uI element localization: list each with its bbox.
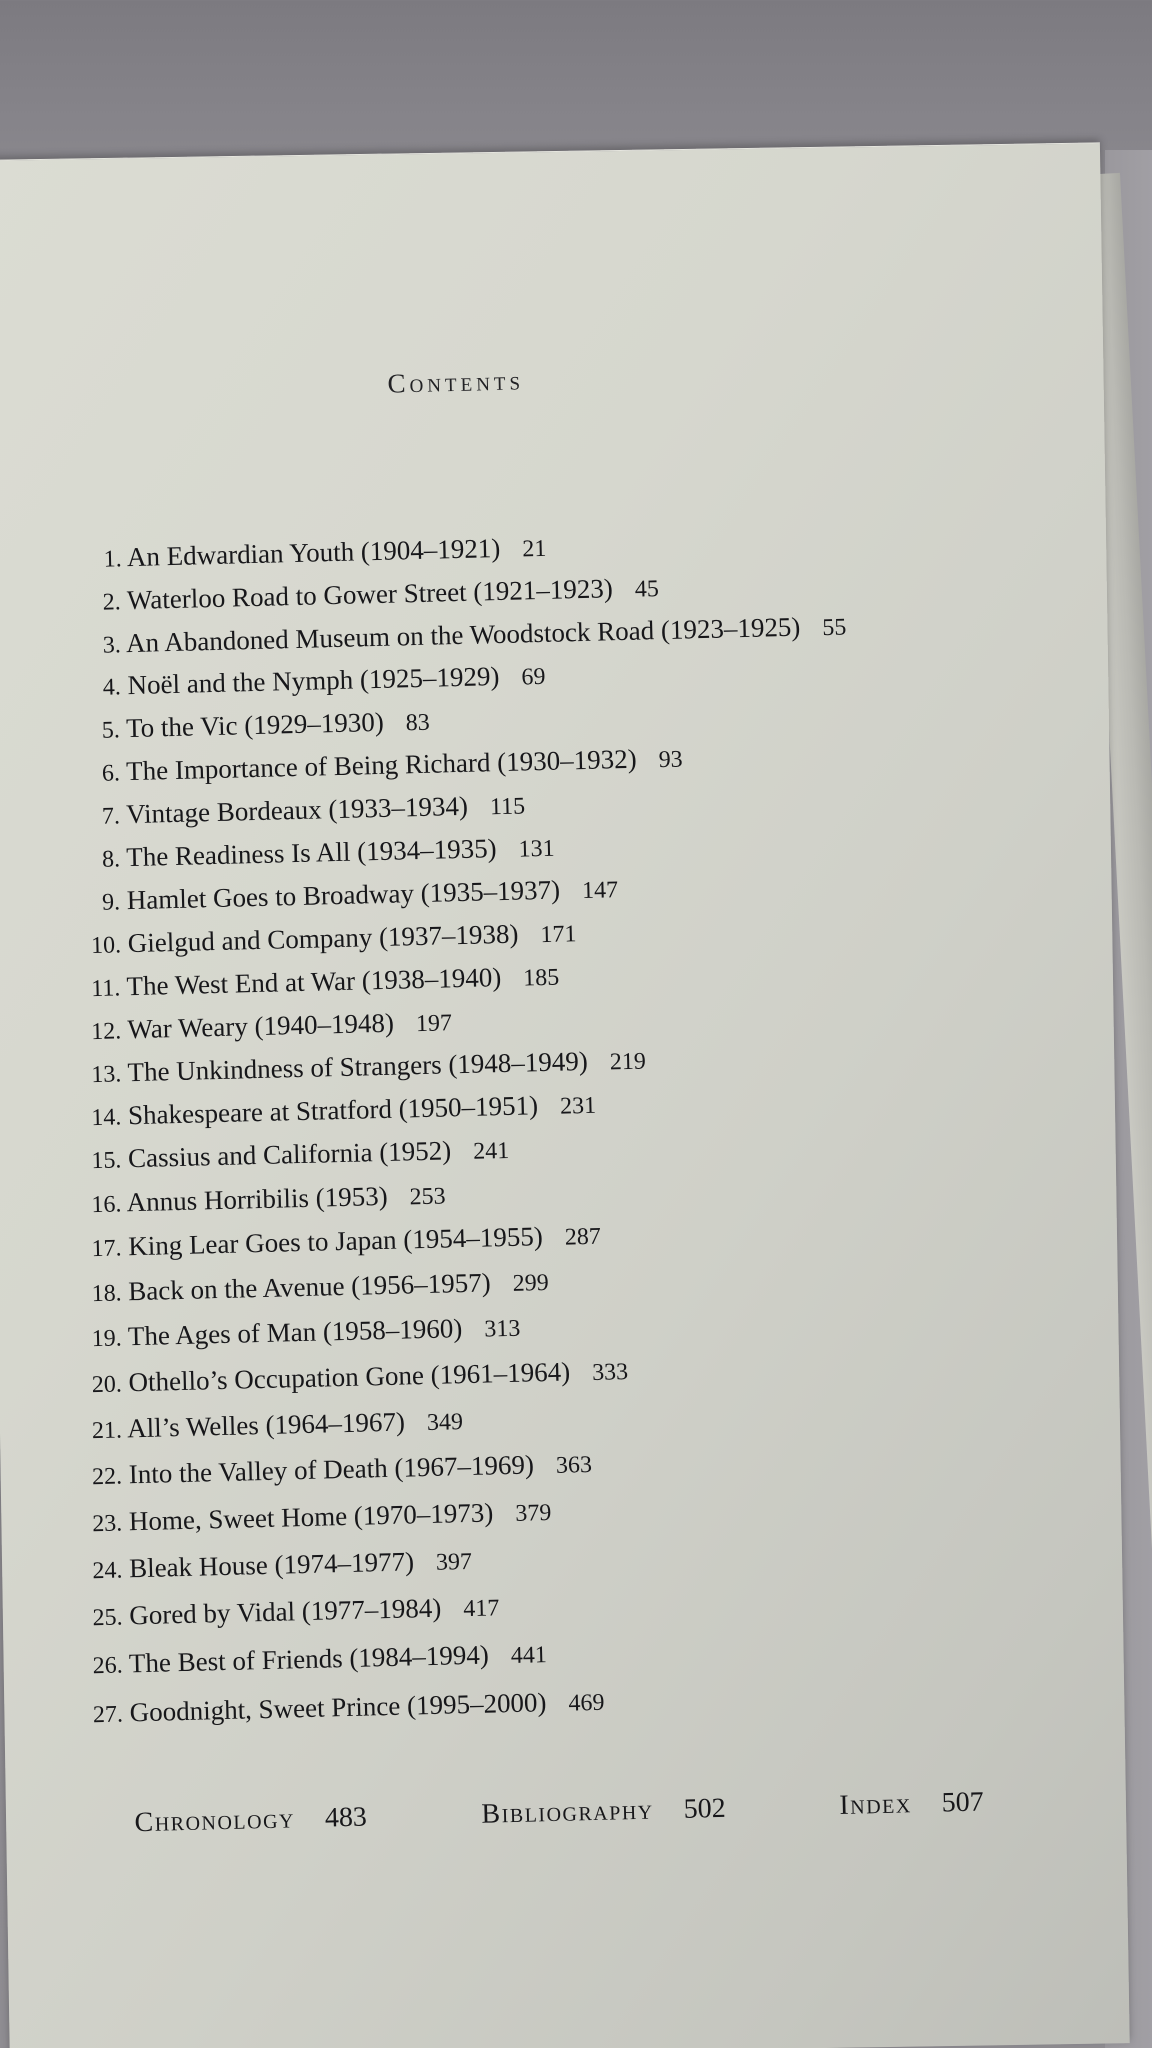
chapter-page: 147 <box>581 877 619 905</box>
back-matter-label: Bibliography <box>481 1794 655 1830</box>
chapter-number: 6. <box>101 760 121 787</box>
toc-entry-17 <box>91 1220 601 1263</box>
chapter-page: 55 <box>822 614 847 642</box>
chapter-page: 469 <box>568 1689 605 1717</box>
chapter-number: 25. <box>92 1604 123 1632</box>
chapter-page: 69 <box>521 663 546 691</box>
chapter-page: 397 <box>435 1548 473 1576</box>
toc-entry-27 <box>93 1686 605 1729</box>
toc-entry-3 <box>102 611 846 660</box>
toc-entry-2 <box>102 572 659 617</box>
toc-entry-23 <box>92 1496 552 1538</box>
toc-entry-6 <box>102 743 683 788</box>
chapter-number: 18. <box>91 1280 122 1308</box>
chapter-number: 17. <box>91 1235 122 1263</box>
toc-entry-9 <box>102 873 619 917</box>
toc-entry-5 <box>101 706 430 745</box>
chapter-title: War Weary (1940–1948) <box>127 1007 395 1045</box>
chapter-title: The Best of Friends (1984–1994) <box>128 1639 490 1679</box>
chapter-page: 241 <box>472 1137 510 1165</box>
chapter-page: 131 <box>518 835 555 863</box>
chapter-title: The Ages of Man (1958–1960) <box>127 1313 463 1352</box>
chapter-title: Bleak House (1974–1977) <box>128 1546 415 1584</box>
chapter-title: Into the Valley of Death (1967–1969) <box>128 1449 535 1490</box>
back-matter-label: Chronology <box>134 1803 296 1839</box>
toc-entry-20 <box>91 1355 628 1399</box>
chapter-number: 10. <box>90 932 122 960</box>
chapter-title: Gored by Vidal (1977–1984) <box>128 1592 442 1631</box>
toc-entry-1 <box>103 532 546 574</box>
chapter-page: 185 <box>522 964 560 992</box>
chapter-page: 299 <box>512 1269 549 1297</box>
chapter-title: Cassius and California (1952) <box>127 1135 452 1174</box>
chapter-title: The Unkindness of Strangers (1948–1949) <box>127 1045 589 1088</box>
chapter-number: 27. <box>92 1701 124 1729</box>
chapter-page: 379 <box>515 1499 552 1527</box>
toc-entry-11 <box>91 961 560 1003</box>
chapter-title: All’s Welles (1964–1967) <box>126 1406 406 1444</box>
chapter-number: 22. <box>91 1463 123 1491</box>
page-title: Contents <box>387 365 525 399</box>
chapter-page: 363 <box>555 1451 593 1479</box>
back-matter-page: 502 <box>683 1792 727 1825</box>
chapter-number: 1. <box>103 546 123 573</box>
chapter-number: 2. <box>102 589 122 616</box>
chapter-number: 16. <box>91 1191 122 1219</box>
chapter-number: 23. <box>91 1510 123 1538</box>
toc-entry-22 <box>92 1448 593 1491</box>
toc-entry-4 <box>102 660 545 702</box>
chapter-page: 253 <box>409 1183 446 1211</box>
toc-entry-19 <box>91 1312 520 1353</box>
chapter-title: Back on the Avenue (1956–1957) <box>127 1267 492 1307</box>
toc-entry-14 <box>91 1089 596 1132</box>
chapter-page: 93 <box>658 746 683 774</box>
chapter-number: 8. <box>101 846 121 873</box>
chapter-title: Gielgud and Company (1937–1938) <box>127 918 519 959</box>
toc-entry-13 <box>91 1045 646 1090</box>
chapter-page: 349 <box>426 1409 464 1436</box>
chapter-number: 5. <box>101 717 121 744</box>
toc-entry-12 <box>91 1006 452 1046</box>
chapter-page: 45 <box>634 576 660 603</box>
back-matter-page: 507 <box>941 1786 985 1819</box>
toc-entry-24 <box>92 1545 472 1585</box>
chapter-title: Annus Horribilis (1953) <box>126 1180 388 1218</box>
chapter-title: Home, Sweet Home (1970–1973) <box>128 1497 494 1537</box>
toc-entry-18 <box>91 1266 549 1308</box>
chapter-title: The West End at War (1938–1940) <box>126 962 502 1002</box>
chapter-page: 287 <box>564 1223 602 1251</box>
chapter-title: Hamlet Goes to Broadway (1935–1937) <box>126 874 561 916</box>
chapter-title: An Abandoned Museum on the Woodstock Road (1923–1925) <box>125 611 801 659</box>
chapter-page: 219 <box>609 1048 647 1076</box>
chapter-number: 9. <box>101 889 121 916</box>
toc-entry-25 <box>92 1591 499 1632</box>
chapter-title: Noël and the Nymph (1925–1929) <box>127 661 500 701</box>
toc-entry-8 <box>102 832 555 874</box>
chapter-title: Goodnight, Sweet Prince (1995–2000) <box>129 1687 547 1728</box>
toc-entry-21 <box>92 1405 464 1445</box>
back-matter-index <box>839 1787 984 1823</box>
chapter-number: 7. <box>101 803 121 830</box>
chapter-page: 83 <box>405 709 431 737</box>
chapter-number: 26. <box>92 1652 124 1680</box>
back-matter-chronology <box>134 1802 367 1840</box>
chapter-page: 171 <box>540 921 577 949</box>
chapter-number: 4. <box>102 674 122 701</box>
back-matter-label: Index <box>838 1788 913 1822</box>
chapter-title: King Lear Goes to Japan (1954–1955) <box>127 1221 544 1262</box>
chapter-number: 14. <box>91 1104 122 1132</box>
chapter-title: Othello’s Occupation Gone (1961–1964) <box>128 1356 571 1398</box>
chapter-number: 15. <box>91 1147 122 1175</box>
chapter-page: 313 <box>484 1315 521 1343</box>
chapter-number: 11. <box>90 975 121 1003</box>
chapter-number: 21. <box>91 1417 123 1445</box>
chapter-page: 417 <box>462 1595 500 1623</box>
chapter-title: To the Vic (1929–1930) <box>125 706 385 744</box>
chapter-page: 231 <box>559 1092 597 1120</box>
toc-entry-7 <box>102 789 526 830</box>
chapter-page: 333 <box>591 1359 629 1386</box>
chapter-page: 441 <box>510 1642 548 1670</box>
toc-entry-16 <box>91 1179 446 1219</box>
chapter-page: 197 <box>415 1010 453 1038</box>
chapter-title: Vintage Bordeaux (1933–1934) <box>125 790 469 830</box>
chapter-page: 115 <box>489 793 526 821</box>
chapter-page: 21 <box>522 535 547 563</box>
chapter-title: The Importance of Being Richard (1930–1932) <box>125 743 637 787</box>
chapter-number: 12. <box>90 1018 122 1046</box>
chapter-title: The Readiness Is All (1934–1935) <box>125 833 497 873</box>
back-matter-bibliography <box>481 1793 726 1831</box>
chapter-number: 3. <box>102 632 122 659</box>
toc-entry-26 <box>92 1638 547 1680</box>
toc-entry-10 <box>91 917 577 960</box>
chapter-title: An Edwardian Youth (1904–1921) <box>126 532 501 573</box>
chapter-number: 20. <box>91 1371 123 1399</box>
chapter-title: Shakespeare at Stratford (1950–1951) <box>127 1090 539 1131</box>
toc-entry-15 <box>91 1134 510 1175</box>
chapter-number: 19. <box>91 1325 123 1353</box>
chapter-number: 13. <box>90 1061 122 1089</box>
chapter-number: 24. <box>92 1557 123 1585</box>
back-matter-page: 483 <box>324 1801 368 1834</box>
chapter-title: Waterloo Road to Gower Street (1921–1923) <box>126 573 614 616</box>
